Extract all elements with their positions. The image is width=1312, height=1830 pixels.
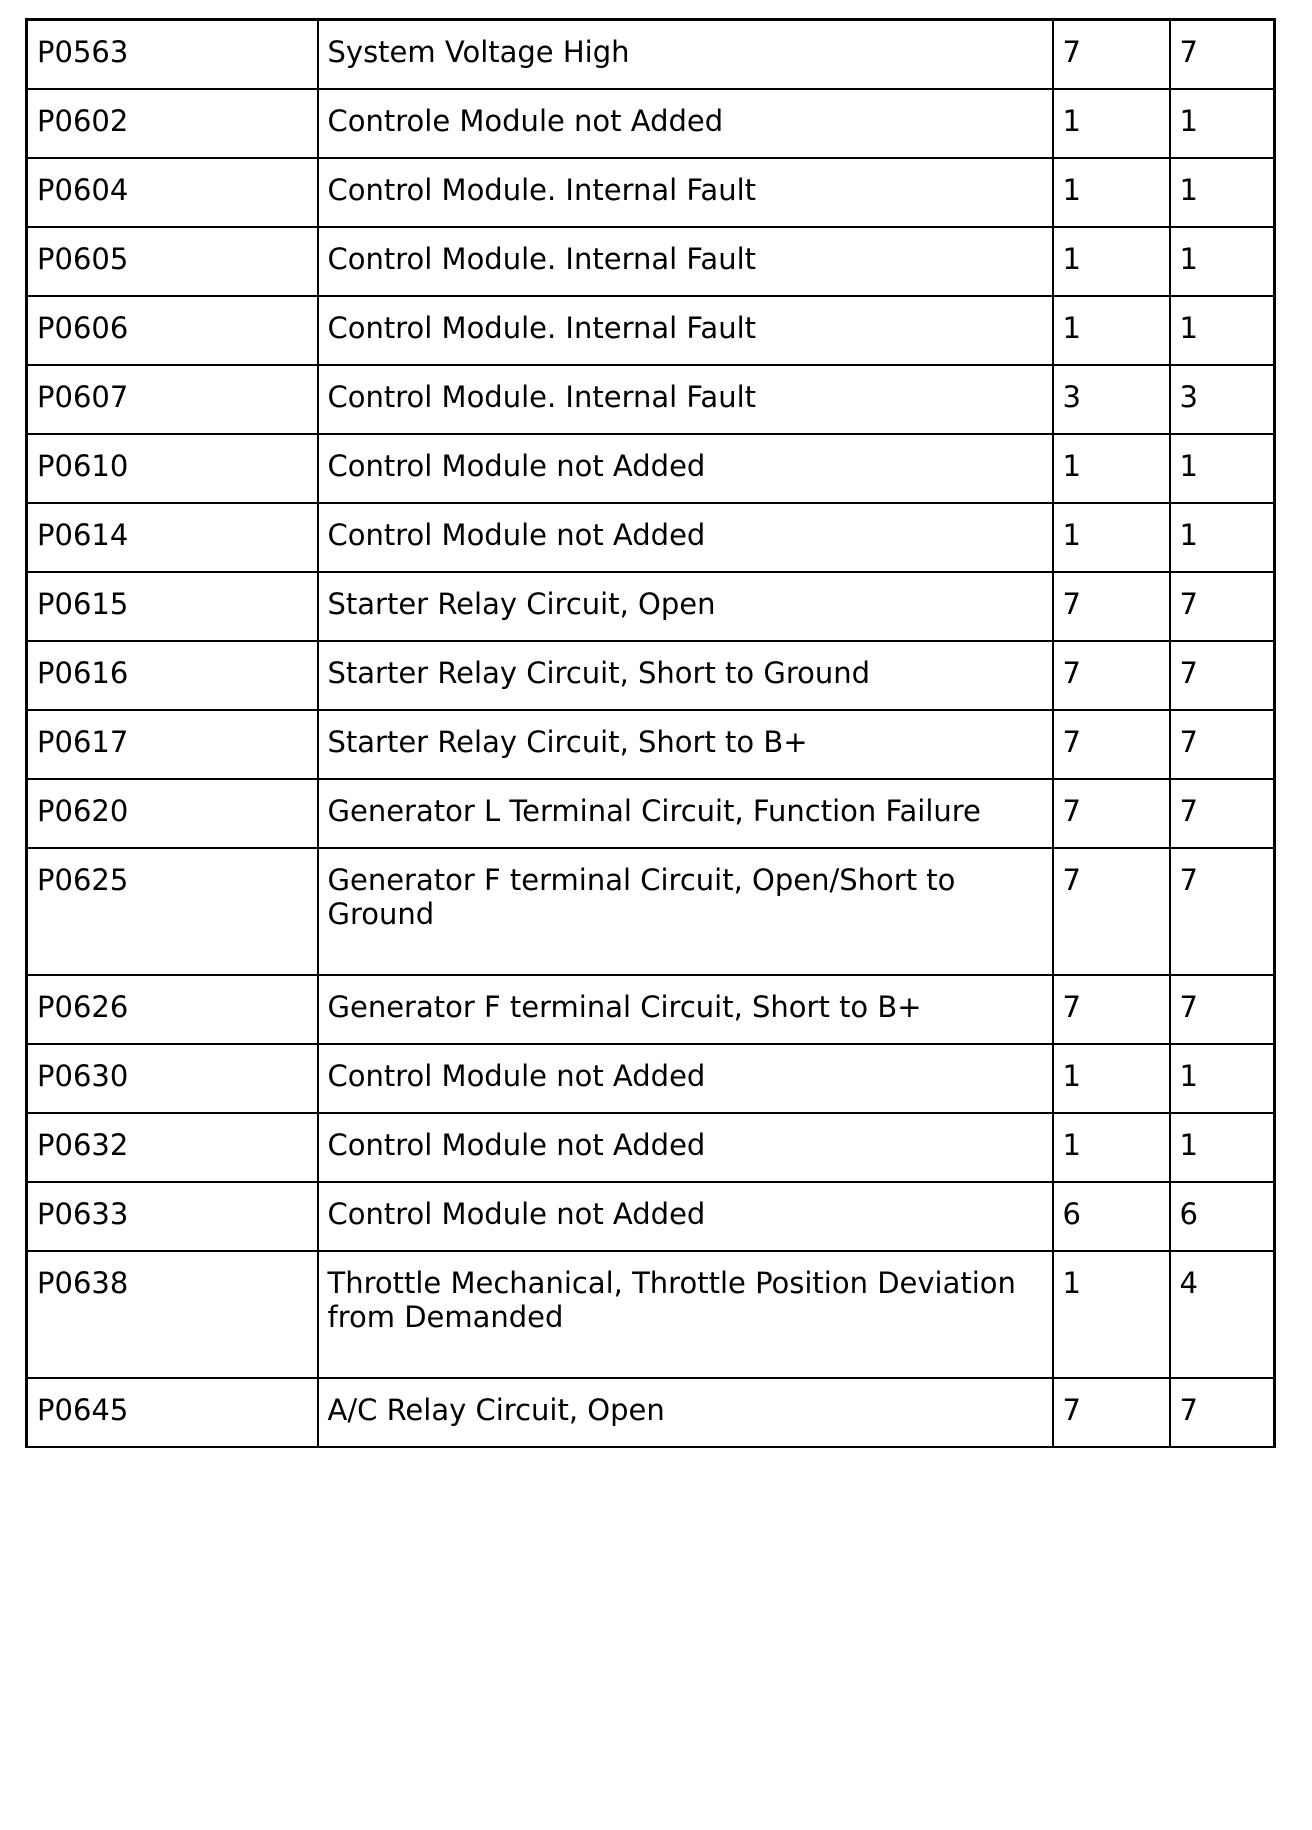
dtc-value-2: 3: [1170, 365, 1275, 434]
dtc-description: Control Module not Added: [318, 434, 1053, 503]
dtc-description: Control Module not Added: [318, 503, 1053, 572]
dtc-code: P0605: [27, 227, 318, 296]
table-row: [27, 434, 1275, 503]
dtc-value-1: 1: [1053, 89, 1170, 158]
table-row: [27, 710, 1275, 779]
dtc-value-2: 1: [1170, 89, 1275, 158]
dtc-value-2: 4: [1170, 1251, 1275, 1378]
dtc-value-2: 7: [1170, 710, 1275, 779]
dtc-value-2: 7: [1170, 20, 1275, 89]
table-row: [27, 848, 1275, 975]
table-row: [27, 365, 1275, 434]
dtc-code: P0630: [27, 1044, 318, 1113]
table-row: [27, 89, 1275, 158]
dtc-value-1: 1: [1053, 434, 1170, 503]
dtc-code: P0615: [27, 572, 318, 641]
table-row: [27, 227, 1275, 296]
table-row: [27, 1182, 1275, 1251]
dtc-value-2: 1: [1170, 434, 1275, 503]
dtc-value-2: 1: [1170, 503, 1275, 572]
dtc-code: P0607: [27, 365, 318, 434]
dtc-code: P0616: [27, 641, 318, 710]
dtc-description: Control Module. Internal Fault: [318, 227, 1053, 296]
dtc-code: P0625: [27, 848, 318, 975]
table-row: [27, 20, 1275, 89]
dtc-code: P0638: [27, 1251, 318, 1378]
dtc-value-1: 6: [1053, 1182, 1170, 1251]
table-row: [27, 1113, 1275, 1182]
dtc-description: Controle Module not Added: [318, 89, 1053, 158]
dtc-value-2: 7: [1170, 975, 1275, 1044]
dtc-value-2: 7: [1170, 641, 1275, 710]
dtc-description: Generator F terminal Circuit, Short to B+: [318, 975, 1053, 1044]
dtc-code: P0617: [27, 710, 318, 779]
dtc-value-2: 7: [1170, 848, 1275, 975]
table-row: [27, 779, 1275, 848]
dtc-value-1: 1: [1053, 1113, 1170, 1182]
dtc-description: Starter Relay Circuit, Short to B+: [318, 710, 1053, 779]
dtc-value-1: 7: [1053, 1378, 1170, 1447]
dtc-description: Control Module. Internal Fault: [318, 365, 1053, 434]
dtc-value-1: 3: [1053, 365, 1170, 434]
dtc-value-2: 7: [1170, 1378, 1275, 1447]
dtc-code: P0602: [27, 89, 318, 158]
dtc-value-1: 7: [1053, 848, 1170, 975]
table-row: [27, 641, 1275, 710]
dtc-description: Control Module not Added: [318, 1044, 1053, 1113]
dtc-value-1: 7: [1053, 779, 1170, 848]
dtc-code: P0610: [27, 434, 318, 503]
dtc-value-1: 1: [1053, 296, 1170, 365]
dtc-description: Starter Relay Circuit, Short to Ground: [318, 641, 1053, 710]
dtc-description: Control Module. Internal Fault: [318, 158, 1053, 227]
dtc-value-2: 1: [1170, 227, 1275, 296]
dtc-description: Starter Relay Circuit, Open: [318, 572, 1053, 641]
dtc-description: Generator F terminal Circuit, Open/Short to Ground: [318, 848, 1053, 975]
dtc-code: P0604: [27, 158, 318, 227]
dtc-description: System Voltage High: [318, 20, 1053, 89]
dtc-value-2: 6: [1170, 1182, 1275, 1251]
dtc-value-2: 7: [1170, 779, 1275, 848]
table-row: [27, 1378, 1275, 1447]
dtc-code: P0633: [27, 1182, 318, 1251]
dtc-code: P0645: [27, 1378, 318, 1447]
dtc-value-1: 1: [1053, 1044, 1170, 1113]
dtc-description: Control Module not Added: [318, 1182, 1053, 1251]
dtc-value-1: 1: [1053, 158, 1170, 227]
dtc-value-2: 1: [1170, 296, 1275, 365]
dtc-description: A/C Relay Circuit, Open: [318, 1378, 1053, 1447]
dtc-description: Control Module. Internal Fault: [318, 296, 1053, 365]
table-row: [27, 158, 1275, 227]
table-row: [27, 975, 1275, 1044]
dtc-value-2: 1: [1170, 1113, 1275, 1182]
dtc-value-2: 7: [1170, 572, 1275, 641]
dtc-value-1: 1: [1053, 227, 1170, 296]
dtc-code: P0606: [27, 296, 318, 365]
dtc-code: P0620: [27, 779, 318, 848]
dtc-value-1: 7: [1053, 975, 1170, 1044]
dtc-description: Control Module not Added: [318, 1113, 1053, 1182]
table-row: [27, 1251, 1275, 1378]
dtc-code: P0632: [27, 1113, 318, 1182]
dtc-table: [25, 18, 1276, 1448]
dtc-value-1: 1: [1053, 503, 1170, 572]
dtc-value-1: 7: [1053, 20, 1170, 89]
dtc-value-1: 7: [1053, 710, 1170, 779]
dtc-value-1: 7: [1053, 572, 1170, 641]
table-row: [27, 1044, 1275, 1113]
dtc-value-1: 1: [1053, 1251, 1170, 1378]
dtc-code: P0563: [27, 20, 318, 89]
table-row: [27, 296, 1275, 365]
dtc-description: Throttle Mechanical, Throttle Position Deviation from Demanded: [318, 1251, 1053, 1378]
dtc-value-2: 1: [1170, 158, 1275, 227]
dtc-value-2: 1: [1170, 1044, 1275, 1113]
dtc-value-1: 7: [1053, 641, 1170, 710]
dtc-code: P0614: [27, 503, 318, 572]
table-row: [27, 503, 1275, 572]
dtc-code: P0626: [27, 975, 318, 1044]
table-row: [27, 572, 1275, 641]
dtc-description: Generator L Terminal Circuit, Function Failure: [318, 779, 1053, 848]
